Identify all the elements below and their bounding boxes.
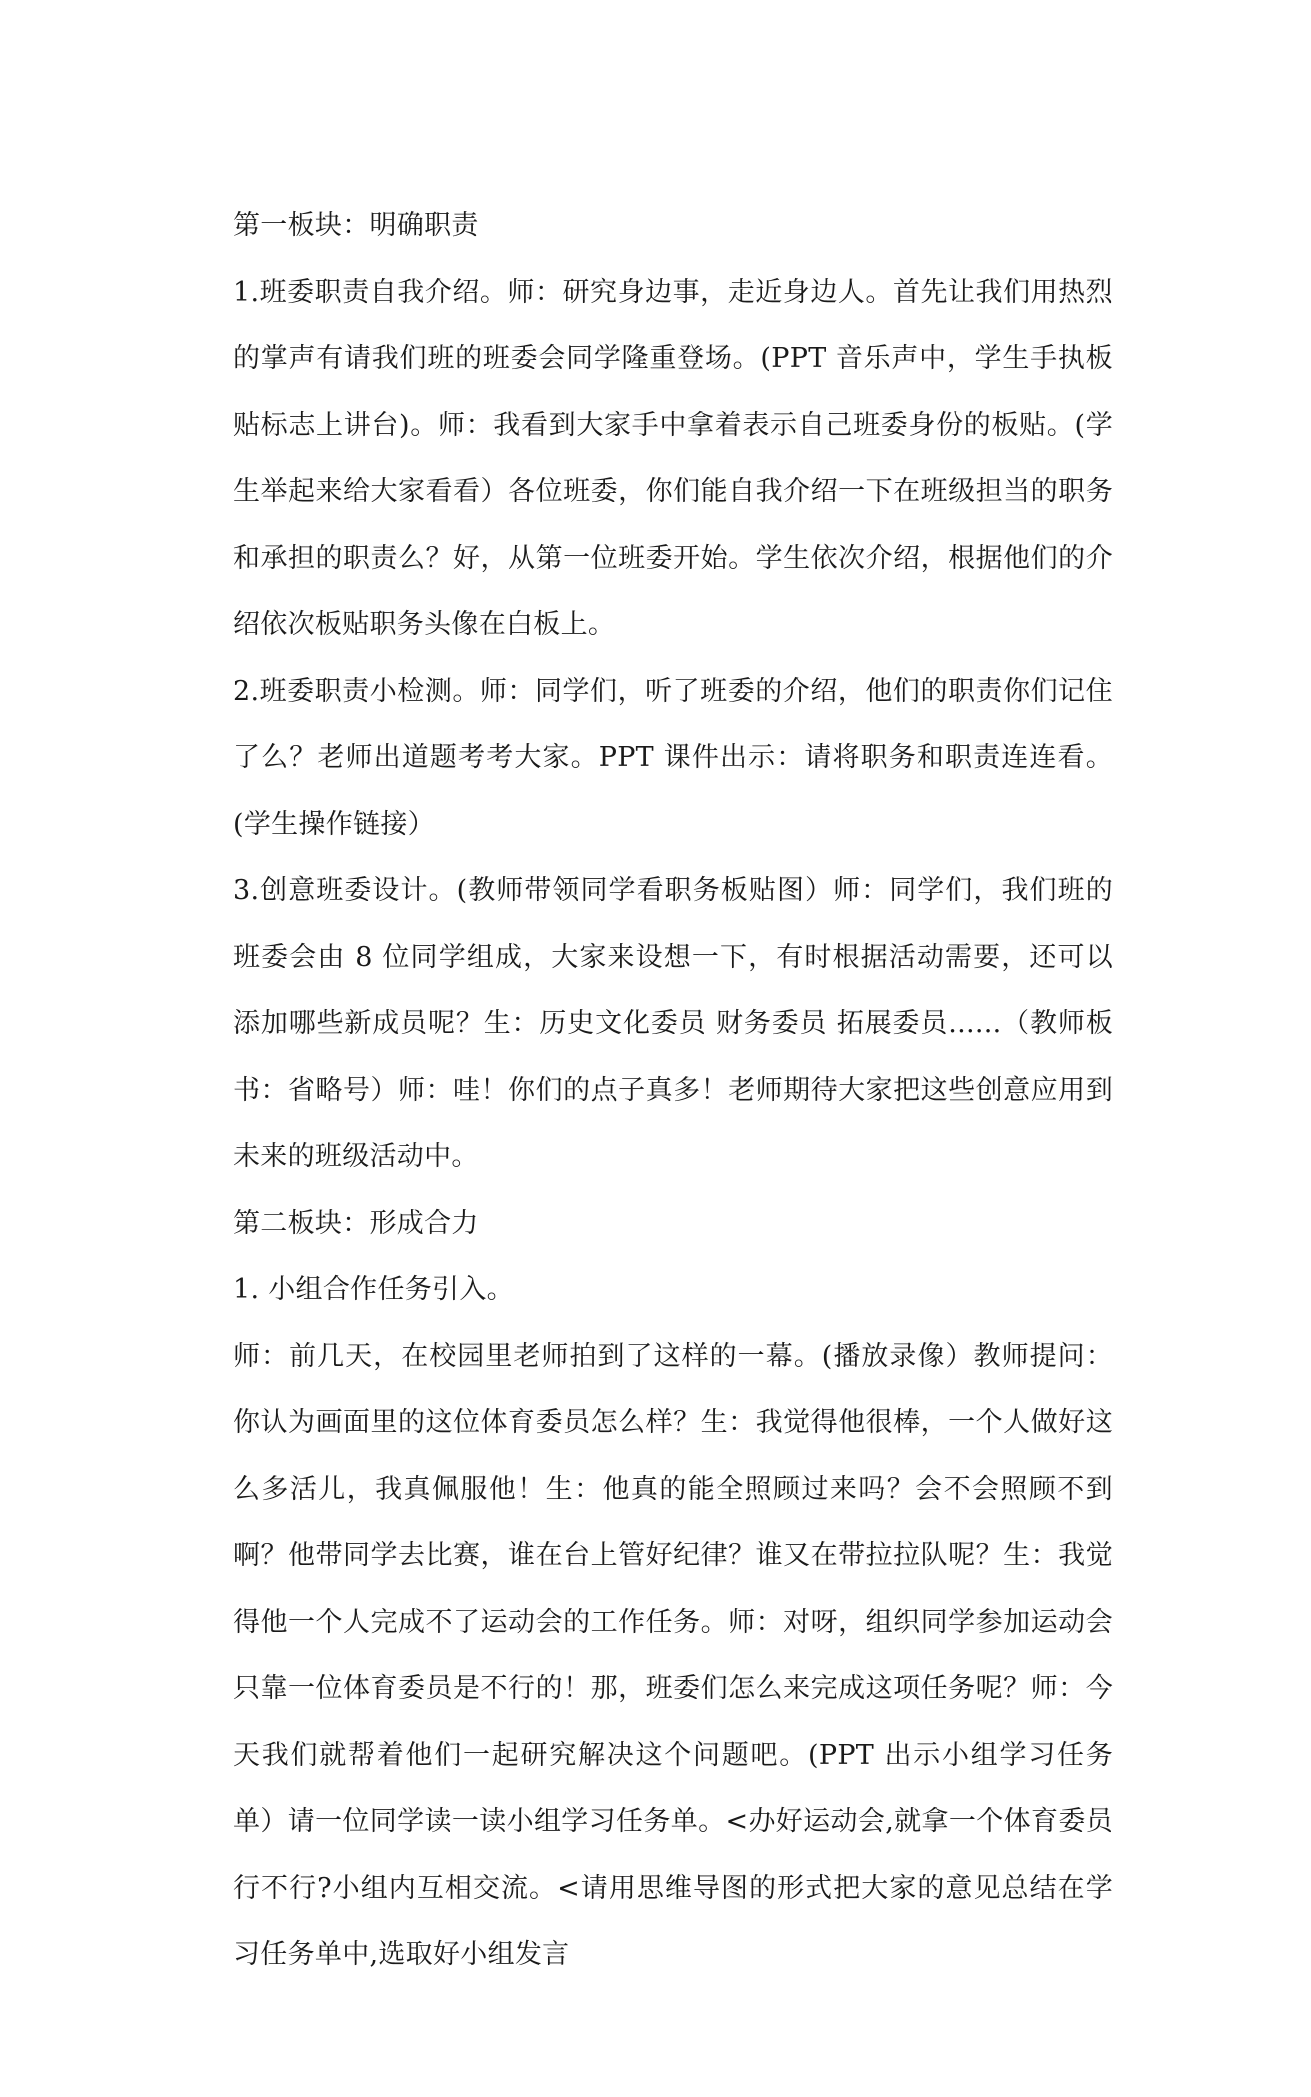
section-heading-2: 第二板块：形成合力 xyxy=(233,1207,479,1239)
paragraph-group-task-title: 1. 小组合作任务引入。 xyxy=(233,1274,514,1305)
paragraph-self-intro: 1.班委职责自我介绍。师：研究身边事，走近身边人。首先让我们用热烈的掌声有请我们班的班委会同学隆重登场。(PPT 音乐声中，学生手执板贴标志上讲台)。师：我看到大家手中拿着表示自己班委身份的板贴。(学生举起来给大家看看）各位班委，你们能自我介绍一下在班级担当的职务和承担的职责么？好，从第一位班委开始。学生依次介绍，根据他们的介绍依次板贴职务头像在白板上。 xyxy=(233,276,1113,640)
section-heading-1: 第一板块：明确职责 xyxy=(233,210,479,241)
paragraph-creative-design: 3.创意班委设计。(教师带领同学看职务板贴图）师：同学们，我们班的班委会由 8 位同学组成，大家来设想一下，有时根据活动需要，还可以添加哪些新成员呢？生：历史文化委员 财务委员 拓展委员......（教师板书：省略号）师：哇！你们的点子真多！老师期待大家把这些创意应用到未来的班级活动中。 xyxy=(233,875,1113,1172)
paragraph-quiz: 2.班委职责小检测。师：同学们，听了班委的介绍，他们的职责你们记住了么？老师出道题考考大家。PPT 课件出示：请将职务和职责连连看。(学生操作链接） xyxy=(233,675,1113,840)
document-body xyxy=(233,193,1113,1989)
paragraph-group-task: 师：前几天，在校园里老师拍到了这样的一幕。(播放录像）教师提问：你认为画面里的这位体育委员怎么样？生：我觉得他很棒，一个人做好这么多活儿，我真佩服他！生：他真的能全照顾过来吗？会不会照顾不到啊？他带同学去比赛，谁在台上管好纪律？谁又在带拉拉队呢？生：我觉得他一个人完成不了运动会的工作任务。师：对呀，组织同学参加运动会只靠一位体育委员是不行的！那，班委们怎么来完成这项任务呢？师：今天我们就帮着他们一起研究解决这个问题吧。(PPT 出示小组学习任务单）请一位同学读一读小组学习任务单。<办好运动会,就拿一个体育委员行不行?小组内互相交流。<请用思维导图的形式把大家的意见总结在学习任务单中,选取好小组发言 xyxy=(233,1340,1113,1970)
